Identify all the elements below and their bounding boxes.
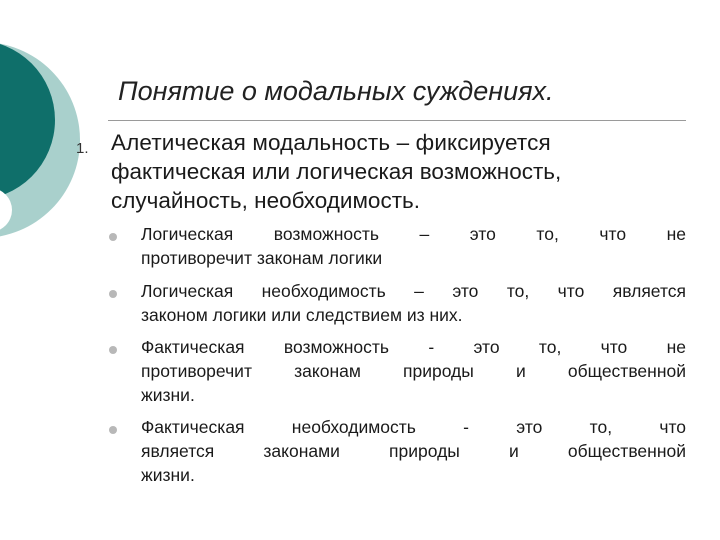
list-item-line: жизни. xyxy=(141,465,195,486)
list-item-line: жизни. xyxy=(141,385,195,406)
bullet-dot-icon xyxy=(109,426,117,434)
list-item-line: Фактическая необходимость - это то, что xyxy=(141,417,686,437)
list-item xyxy=(141,335,686,408)
list-item-line: является законами природы и общественной xyxy=(141,441,686,462)
list-item-line: противоречит законам логики xyxy=(141,248,383,269)
main-item-number: 1. xyxy=(76,140,89,157)
main-item-line: Алетическая модальность – фиксируется xyxy=(111,130,551,155)
list-item-line: Логическая необходимость – это то, что является xyxy=(141,281,686,301)
list-item-line: противоречит законам природы и общественной xyxy=(141,361,686,382)
bullet-dot-icon xyxy=(109,290,117,298)
bullet-dot-icon xyxy=(109,346,117,354)
list-item xyxy=(141,222,686,270)
main-item-line: фактическая или логическая возможность, xyxy=(111,159,562,184)
title-divider xyxy=(108,120,686,121)
list-item xyxy=(141,415,686,488)
list-item-line: Фактическая возможность - это то, что не xyxy=(141,337,686,357)
list-item xyxy=(141,279,686,327)
main-item-line: случайность, необходимость. xyxy=(111,188,420,213)
list-item-line: Логическая возможность – это то, что не xyxy=(141,224,686,244)
bullet-dot-icon xyxy=(109,233,117,241)
slide-title: Понятие о модальных суждениях. xyxy=(118,76,554,106)
list-item-line: законом логики или следствием из них. xyxy=(141,305,463,326)
main-item-text xyxy=(111,128,686,215)
